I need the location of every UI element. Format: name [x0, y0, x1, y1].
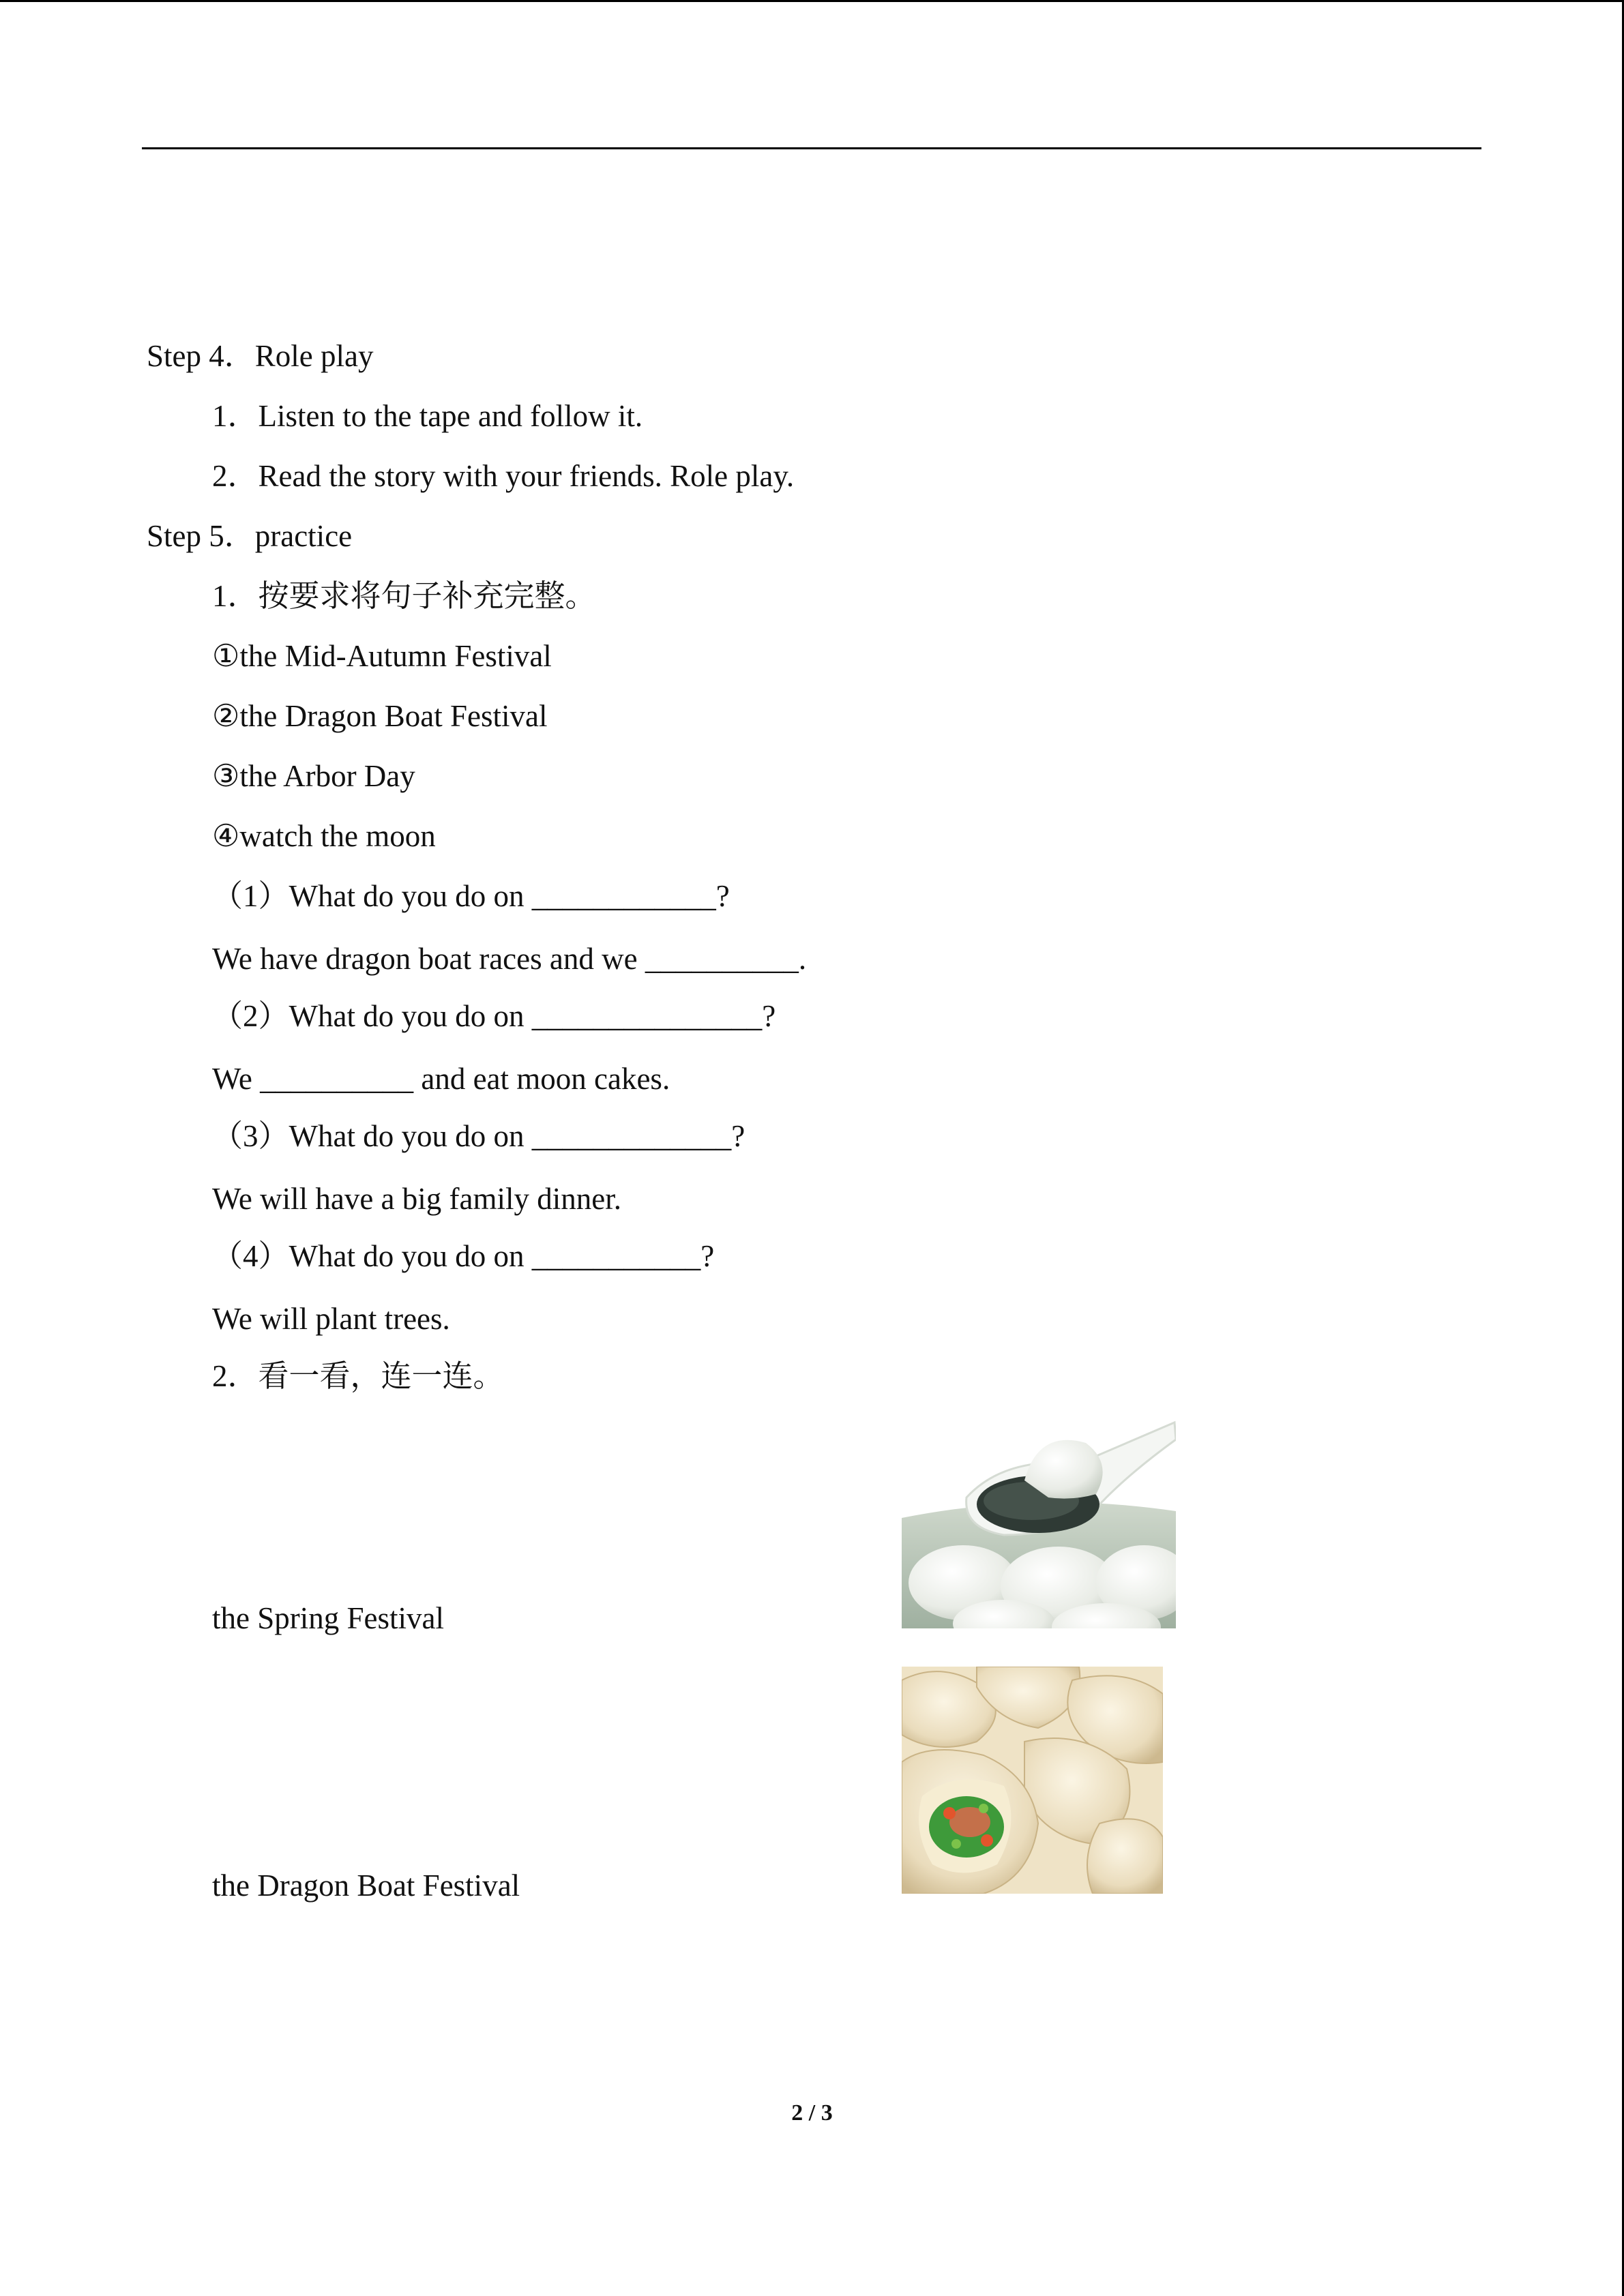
step4-title: Step 4．Role play — [147, 339, 374, 373]
option-1: ①the Mid-Autumn Festival — [212, 639, 552, 673]
option-3: ③the Arbor Day — [212, 759, 415, 793]
option-2: ②the Dragon Boat Festival — [212, 699, 548, 733]
answer-2: We __________ and eat moon cakes. — [212, 1062, 670, 1096]
task1-title: 1．按要求将句子补充完整。 — [212, 579, 596, 613]
match-left-2: the Dragon Boat Festival — [212, 1868, 520, 1903]
step5-title: Step 5．practice — [147, 519, 353, 553]
question-2: （2）What do you do on _______________? — [212, 999, 776, 1033]
match-left-1: the Spring Festival — [212, 1601, 444, 1635]
answer-4: We will plant trees. — [212, 1302, 450, 1336]
dumplings-image — [902, 1667, 1163, 1894]
answer-1: We have dragon boat races and we __________. — [212, 942, 807, 976]
tangyuan-image — [902, 1416, 1176, 1628]
answer-3: We will have a big family dinner. — [212, 1182, 621, 1216]
page-number: 2 / 3 — [791, 2100, 833, 2126]
step4-item-2: 2．Read the story with your friends. Role play. — [212, 459, 795, 493]
option-4: ④watch the moon — [212, 819, 436, 853]
question-1: （1）What do you do on ____________? — [212, 879, 730, 913]
question-3: （3）What do you do on _____________? — [212, 1119, 745, 1153]
header-rule — [142, 147, 1481, 149]
question-4: （4）What do you do on ___________? — [212, 1239, 715, 1273]
step4-item-1: 1．Listen to the tape and follow it. — [212, 399, 643, 433]
task2-title: 2．看一看，连一连。 — [212, 1359, 504, 1393]
